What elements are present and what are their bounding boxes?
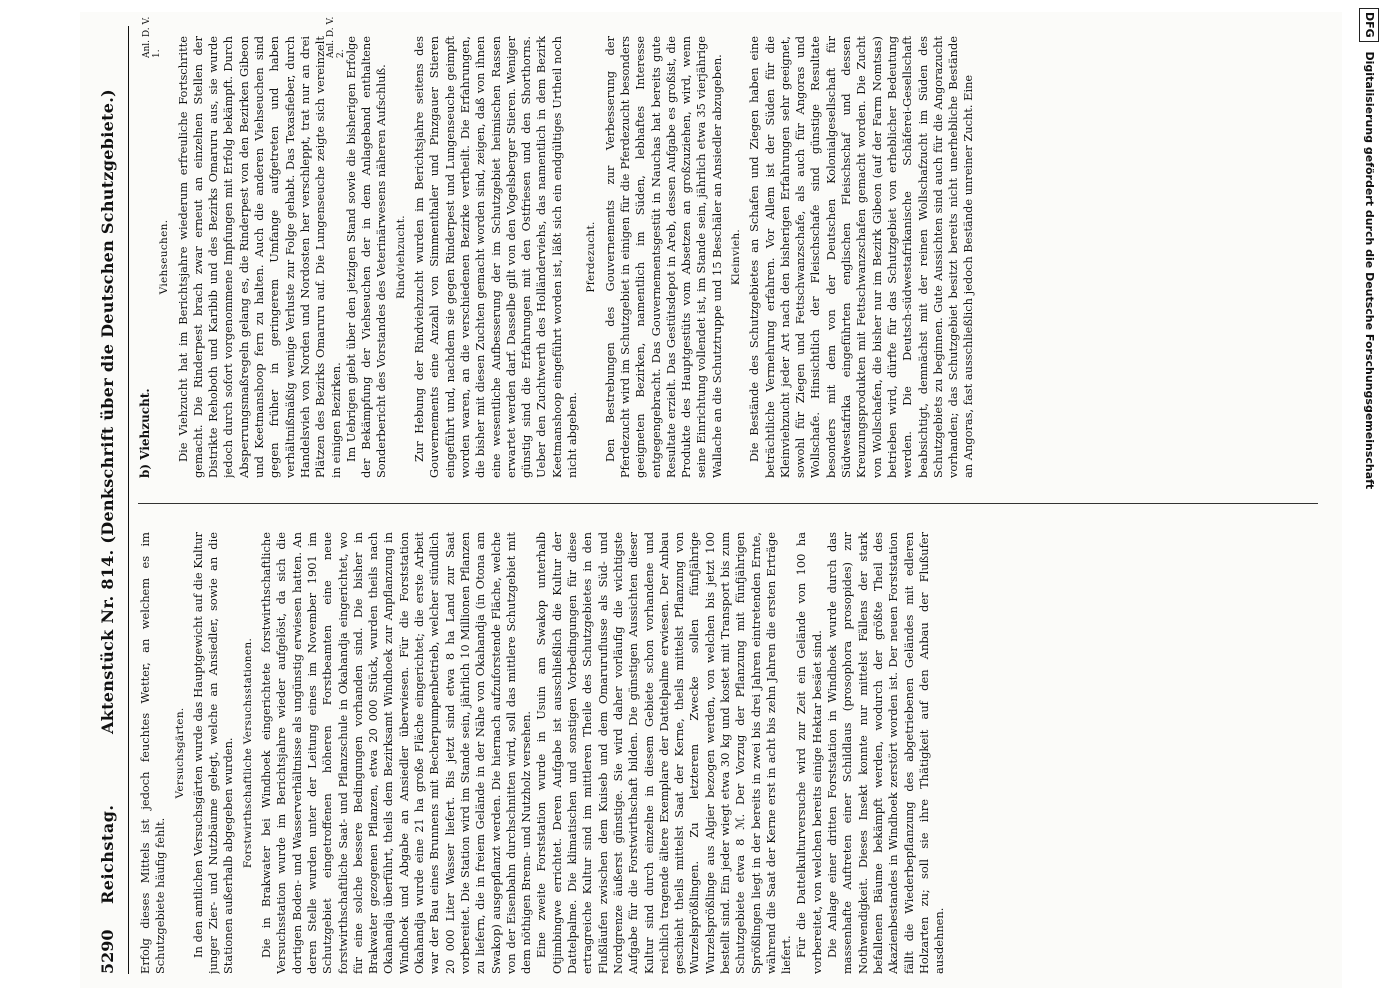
digitization-credit [1355,8,1391,992]
paragraph: Erfolg dieses Mittels ist jedoch feuchtes Wetter, an welchem es im Schutzgebiete häufig fehlt. [138,532,168,974]
dfg-logo: DFG [1359,8,1379,42]
paragraph: Den Bestrebungen des Gouvernements zur Verbesserung der Pferdezucht wird im Schutzgebiet in einigen für die Pferdezucht besonders geeigneten Bezirken, namentlich im Süden, lebhaftes Interesse entgegengebracht. Das Gouvernementsgestüt in Nauchas hat bereits gute Resultate erzielt. Das Gestütsdepot in Areb, dessen Aufgabe es großist, die Produkte des Hauptgestüts vom Absetzen an großzuziehen, wird, wenn seine Einrichtung vollendet ist, im Stande sein, jährlich etwa 35 vierjährige Wallache an die Schutztruppe und 15 Beschäler an Ansiedler abzugeben. [602,36,724,478]
credit-text: Digitalisierung gefördert durch die Deutsche Forschungsgemeinschaft [1363,51,1376,490]
paragraph: Die Bestände des Schutzgebietes an Schafen und Ziegen haben eine beträchtliche Vermehrung erfahren. Vor Allem ist der Süden für die Kleinviehzucht jeder Art nach den bisherigen Erfahrungen sehr geeignet, sowohl für Ziegen und Fettschwanzschafe, als auch für Angoras und Wollschafe. Hinsichtlich der Fleischschafe sind günstige Resultate besonders mit dem von der Deutschen Kolonialgesellschaft für Südwestafrika eingeführten englischen Fleischschaf und dessen Kreuzungsprodukten mit Fettschwanzschafen gemacht worden. Die Zucht von Wollschafen, die bisher nur im Bezirk Gibeon (auf der Farm Nomtsas) betrieben wird, dürfte für das Schutzgebiet von erheblicher Bedeutung werden. Die Deutsch-südwestafrikanische Schäferei-Gesellschaft beabsichtigt, demnächst mit der reinen Wollschafzucht im Süden des Schutzgebiets zu beginnen. Gute Aussichten sind auch für die Angorazucht vorhanden; das Schutzgebiet besitzt bereits nicht unerhebliche Bestände an Angoras, fast ausschließlich jedoch Bestände unreiner Zucht. Eine [747,36,976,478]
page-header [84,26,129,974]
paragraph: In den amtlichen Versuchsgärten wurde das Hauptgewicht auf die Kultur junger Zier- und Nutzbäume gelegt, welche an Ansiedler, sowie an die Stationen außerhalb abgegeben wurden. [190,532,236,974]
header-title: Aktenstück Nr. 814. (Denkschrift über die Deutschen Schutzgebiete.) [98,89,117,734]
paragraph: Zur Hebung der Rindviehzucht wurden im Berichtsjahre seitens des Gouvernements eine Anzahl von Simmenthaler und Pinzgauer Stieren eingeführt und, nachdem sie gegen Rinderpest und Lungenseuche geimpft worden waren, an die verschiedenen Bezirke vertheilt. Die Erfahrungen, die bisher mit diesen Zuchten gemacht worden sind, zeigen, daß von ihnen eine wesentliche Aufbesserung der im Schutzgebiet heimischen Rassen erwartet werden darf. Dasselbe gilt von den Vogelsberger Stieren. Weniger günstig sind die Erfahrungen mit den Ostfriesen und den Shorthorns. Ueber den Zuchtwerth des Holländerviehs, das namentlich in dem Bezirk Keetmanshoop eingeführt worden ist, läßt sich ein endgültiges Urtheil noch nicht abgeben. [412,36,580,478]
page-number: 5290 [98,929,117,974]
paragraph: Die Viehzucht hat im Berichtsjahre wiederum erfreuliche Fortschritte gemacht. Die Rinderpest brach zwar erneut an einzelnen Stellen der Distrikte Rehoboth und Karibib und des Bezirks Omaruru aus, sie wurde jedoch durch sofort vorgenommene Impfungen mit Erfolg bekämpft. Durch Absperrungsmaßregeln gelang es, die Rinderpest von den Bezirken Gibeon und Keetmanshoop fern zu halten. Auch die anderen Viehseuchen sind gegen früher in geringerem Umfange aufgetreten und haben verhältnißmäßig wenige Verluste zur Folge gehabt. Das Texasfieber, durch Handelsvieh von Norden und Nordosten her verschleppt, trat nur an drei Plätzen des Bezirks Omaruru auf. Die Lungenseuche zeigte sich vereinzelt in einigen Bezirken. [175,36,343,478]
document-page [80,12,1342,988]
paragraph: Eine zweite Forststation wurde in Usuin am Swakop unterhalb Otjimbingwe errichtet. Deren Aufgabe ist ausschließlich die Kultur der Dattelpalme. Die klimatischen und sonstigen Vorbedingungen für diese ertragreiche Kultur sind im mittleren Theile des Schutzgebietes in den Flußläufen zwischen dem Kuiseb und dem Omaruruflusse als Süd- und Nordgrenze äußerst günstige. Sie wird daher vorläufig die wichtigste Aufgabe für die Forstwirthschaft bilden. Die günstigen Aussichten dieser Kultur sind durch einzelne in diesem Gebiete schon vorhandene und reichlich tragende ältere Exemplare der Dattelpalme erwiesen. Der Anbau geschieht theils mittelst Saat der Kerne, theils mittelst Pflanzung von Wurzelsprößlingen. Zu letzterem Zwecke sollen fünfjährige Wurzelsprößlinge aus Algier bezogen werden, von welchen bis jetzt 100 bestellt sind. Ein jeder wiegt etwa 30 kg und kostet mit Transport bis zum Schutzgebiete etwa 8 ℳ. Der Vorzug der Pflanzung mit fünfjährigen Sprößlingen liegt in der bereits in zwei bis drei Jahren eintretenden Ernte, während die Saat der Kerne erst in acht bis zehn Jahren die ersten Erträge liefert. [534,532,794,974]
paragraph: Im Uebrigen giebt über den jetzigen Stand sowie die bisherigen Erfolge der Bekämpfung der Viehseuchen der in dem Anlageband enthaltene Sonderbericht des Vorstandes des Veterinärwesens näheren Aufschluß. [343,36,389,478]
paragraph: Die Anlage einer dritten Forststation in Windhoek wurde durch das massenhafte Auftreten einer Schildlaus (prosophora prosopides) zur Nothwendigkeit. Dieses Insekt konnte nur mittelst Fällens der stark befallenen Bäume bekämpft werden, wodurch der größte Theil des Akazienbestandes in Windhoek zerstört worden ist. Der neuen Forststation fällt die Wiederbepflanzung des abgetriebenen Geländes mit edleren Holzarten zu; soll sie ihre Thätigkeit auf den Anbau der Flußufer ausdehnen. [825,532,947,974]
right-column [138,36,1328,478]
column-divider [138,503,1318,504]
margin-note: Anl. D. V. 2. [326,16,346,58]
paragraph: Die in Brakwater bei Windhoek eingerichtete forstwirthschaftliche Versuchsstation wurde im Berichtsjahre wieder aufgelöst, da sich die dortigen Boden- und Wasserverhältnisse als ungünstig erwiesen hatten. An deren Stelle wurden unter der Leitung eines im November 1901 im Schutzgebiet eingetroffenen höheren Forstbeamten eine neue forstwirthschaftliche Saat- und Pflanzschule in Okahandja eingerichtet, wo für eine solche bessere Bedingungen vorhanden sind. Die bisher in Brakwater gezogenen Pflanzen, etwa 20 000 Stück, wurden theils nach Okahandja überführt, theils dem Bezirksamt Windhoek zur Anpflanzung in Windhoek und Abgabe an Ansiedler überwiesen. Für die Forststation Okahandja wurde eine 21 ha große Fläche eingerichtet; die erste Arbeit war der Bau eines Brunnens mit Becherpumpenbetrieb, welcher stündlich 20 000 Liter Wasser liefert. Bis jetzt sind etwa 8 ha Land zur Saat vorbereitet. Die Station wird im Stande sein, jährlich 10 Millionen Pflanzen zu liefern, die in freiem Gelände in der Nähe von Okahandja (in Otona am Swakop) ausgepflanzt werden. Die hiernach aufzuforstende Fläche, welche von der Eisenbahn durchschnitten wird, soll das mittlere Schutzgebiet mit dem nöthigen Brenn- und Nutzholz versehen. [259,532,534,974]
paragraph: Für die Dattelkulturversuche wird zur Zeit ein Gelände von 100 ha vorbereitet, von welchen bereits einige Hektar besäet sind. [794,532,824,974]
subheading: Viehseuchen. [158,219,171,295]
subheading: Pferdezucht. [585,221,598,293]
rotated-page-content [80,12,1342,988]
subheading: Versuchsgärten. [173,707,186,799]
subheading: Kleinvieh. [729,228,742,286]
section-heading: b) Viehzucht. [138,388,152,478]
margin-note: Anl. D. V. 1. [142,16,162,58]
left-column [138,532,1328,974]
header-left: Reichstag. [98,804,117,904]
subheading: Rindviehzucht. [394,215,407,299]
subheading: Forstwirthschaftliche Versuchsstationen. [241,637,254,869]
